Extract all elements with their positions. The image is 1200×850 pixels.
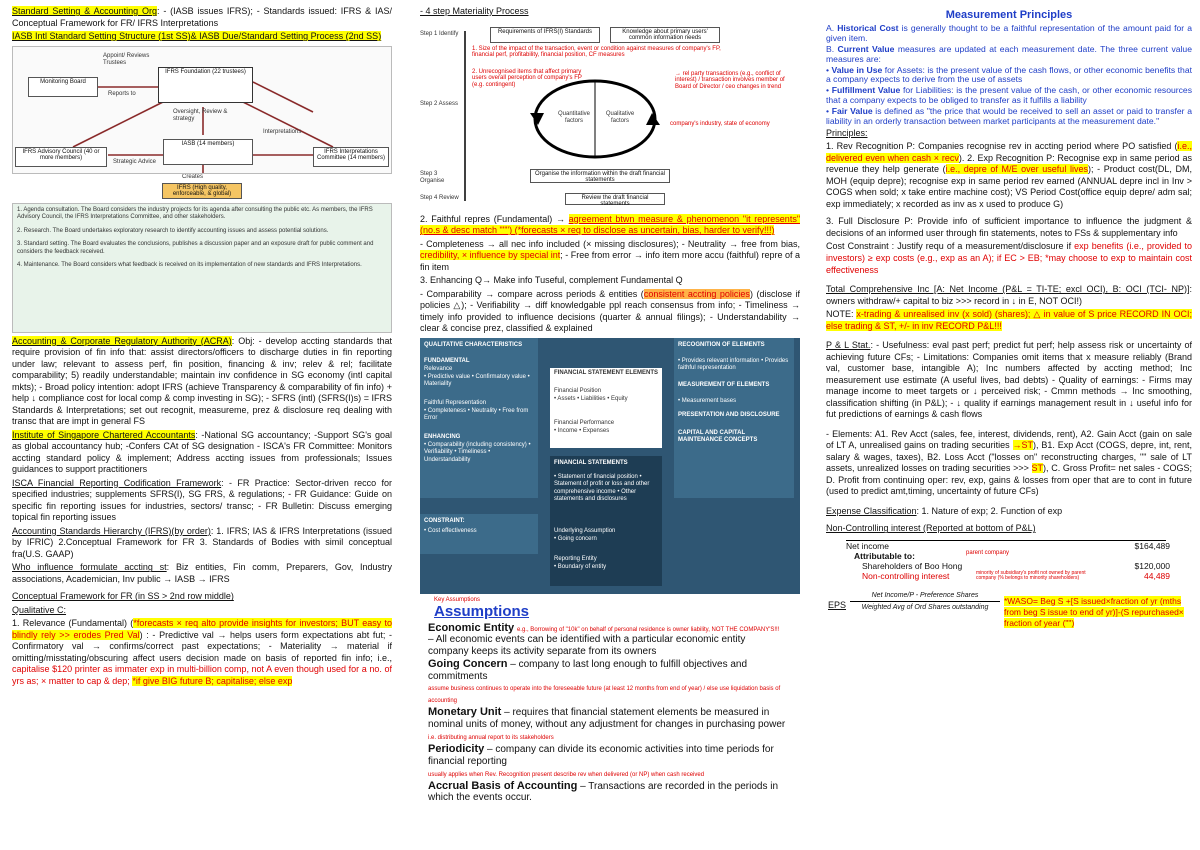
mp-marker: B. <box>826 43 835 54</box>
qc-fund: FUNDAMENTAL <box>424 357 470 364</box>
fs-items: • Statement of financial position • Statement of profit or loss and other comprehensive income • Other statements and disclosures <box>554 473 650 503</box>
principles-highlight-2: i.e., depre of M/E over useful lives <box>945 164 1088 175</box>
monetary-unit-text: – requires that financial statement elements be measured in nominal units of money, without any adjustment for changes in purchasing power <box>428 707 786 730</box>
nci-table <box>826 538 1192 586</box>
qc-title-box: QUALITATIVE CHARACTERISTICS <box>424 341 523 348</box>
due-step-4: 4. Maintenance. The Board considers what feedback is received on its implementation of new standards and IFRS Interpretations. <box>17 262 362 269</box>
isca-text: : -National SG accountancy; -Support SG's goal as global accountancy hub; -Confers CAt of SG designation - ISCA's FR Committee: Monitors accting standard policy & implement; Address accting issues from professionals; Issues guidances to support practitioners <box>12 429 392 475</box>
materiality-title: - 4 step Materiality Process <box>420 6 529 16</box>
nci-title: Non-Controlling interest (Reported at bottom of P&L) <box>826 523 1036 534</box>
principles-highlight: i.e., delivered even when cash × recv <box>826 141 1192 163</box>
iasb-box: IASB (14 members) <box>163 139 253 165</box>
accrual-para <box>428 768 800 804</box>
std-setting-text: : - (IASB issues IFRS); - Standards issued: IFRS & IAS/ Conceptual Framework for FR/ IFRS Interpretations <box>12 6 392 28</box>
relevance-highlight-2: *if give BIG future B; capitalise; else exp <box>132 675 293 686</box>
mp-marker: A. <box>826 23 835 34</box>
due-process-steps <box>12 203 392 333</box>
tci-title: Total Comprehensive Inc [A: Net Income (P&L = TI-TE; excl OCI), B: OCI (TCI- NP)] <box>826 284 1190 295</box>
principles-para <box>826 141 1192 210</box>
relevance-text: ) : - Predictive val → helps users form expectations abt fut; - Confirmatory val → confirms/correct past expectations; - Materiality → material if omitting/misstating/obscuring affect users decision made on basis of reported fin info; i.e., <box>12 629 392 663</box>
mp-marker: • <box>826 85 830 96</box>
cf-heading <box>12 591 392 603</box>
meas-items: • Measurement bases <box>678 397 737 404</box>
ua-items: • Going concern <box>554 535 597 542</box>
mat-requirements-box: Requirements of IFRS(I) Standards <box>490 27 600 43</box>
who-title: Who influence formulate accting st <box>12 562 167 573</box>
principles-text: 1. Rev Recognition P: Companies recognise rev in accting period where PO satisfied ( <box>826 141 1178 152</box>
materiality-diagram <box>420 21 800 211</box>
isca-title: Institute of Singapore Chartered Accountants <box>12 429 196 440</box>
economic-entity-title: Economic Entity <box>428 621 515 634</box>
eps-block <box>826 590 1192 630</box>
due-step-2: 2. Research. The Board undertakes exploratory research to identify accounting issues and assess potential solutions. <box>17 227 329 234</box>
fs-title: FINANCIAL STATEMENTS <box>554 459 628 466</box>
cost-constraint-red: exp benefits (i.e., provided to investors) ≥ exp costs (e.g., exp as an A); if EC > EB; *may choose to exp to maintain cost effectiveness <box>826 241 1192 275</box>
hierarchy-para <box>12 526 392 561</box>
economic-entity-note: e.g., Borrowing of "10k" on behalf of personal residence is owner liability, NOT THE COMPANY'S!!! <box>516 626 780 633</box>
std-setting-title: Standard Setting & Accounting Org <box>12 6 157 16</box>
nci-parent-note: parent company <box>966 549 1010 556</box>
nci-shareholders: Shareholders of Boo Hong <box>862 560 963 571</box>
tci-text: : owners withdraw/+ capital to biz >>> record in ↓ in E, NOT OCI!) <box>826 284 1192 306</box>
creates-label: Creates <box>182 173 204 180</box>
note-para <box>826 309 1192 332</box>
constraint-title: CONSTRAINT: <box>424 517 465 524</box>
expense-class-title: Expense Classification <box>826 505 917 516</box>
elements-text-3: ), C. Gross Profit= net sales - COGS; D. Profit from continuing oper: rev, exp, gains & losses from oper that are to cont in future (used to predict amt,timing, uncertainty of future CFs) <box>826 463 1192 497</box>
nci-noncontrolling: Non-controlling interest <box>862 570 950 581</box>
rec-title: RECOGNITION OF ELEMENTS <box>678 341 765 348</box>
economic-entity-text: – All economic events can be identified with a particular economic entity <box>428 634 746 646</box>
strategic-label: Strategic Advice <box>113 158 157 165</box>
mp-term: Historical Cost <box>837 23 899 34</box>
measurement-principles-list <box>826 24 1192 127</box>
mat-step2: Step 2 Assess <box>420 100 459 107</box>
full-disclosure-para: 3. Full Disclosure P: Provide info of sufficient importance to influence the judgment & decisions of an informed user through fin statements, notes to FSs & supplementary info <box>826 216 1192 238</box>
economic-entity-para <box>428 622 800 658</box>
faithful-para <box>420 214 800 237</box>
mat-step4: Step 4 Review <box>420 194 459 201</box>
mp-desc: measures are updated at each measurement date. The three current value measures are: <box>826 43 1192 64</box>
oversight-label: Oversight, Review & strategy <box>173 108 228 123</box>
qc-rel: Relevance <box>424 365 453 372</box>
mp-term: Value in Use <box>831 64 883 75</box>
mat-note-2: 2. Unrecognised items that affect primary users overall perception of company's FP (e.g. contingent) <box>472 68 582 88</box>
appoint-label: Appoint/ Reviews Trustees <box>103 52 150 67</box>
cf-title: Conceptual Framework for FR (in SS > 2nd row middle) <box>12 591 234 602</box>
mp-item <box>826 86 1192 106</box>
elements-highlight-2: ST <box>1031 463 1044 474</box>
column-left <box>12 6 392 846</box>
column-right <box>826 6 1192 846</box>
qc-enh-items: • Comparability (including consistency) • Verifiability • Timeliness • Understandability <box>424 441 531 463</box>
faithful-list <box>420 239 800 274</box>
enhancing-text: - Comparability → compare across periods & entities ( <box>420 288 644 299</box>
tci-para <box>826 284 1192 307</box>
nci-rule <box>846 540 1166 541</box>
relevance-lead: 1. Relevance (Fundamental) ( <box>12 618 134 629</box>
qc-title: Qualitative C: <box>12 604 67 615</box>
faithful-lead: 2. Faithful repres (Fundamental) → <box>420 213 569 224</box>
iasb-structure-heading <box>12 31 392 43</box>
mat-rel-party-note: → rel party transactions (e.g., conflict of interest) / transaction involves member of Board of Director / ceo changes in trend <box>675 70 785 90</box>
enhancing-text-2: ) (disclose if policies △); - Verifiability → diff knowledgable ppl reach consensus from info; - Timeliness → timely info provided to influence decisions (quarter & annual filings); - Understandability → clear & concise prez, classified & explained <box>420 288 800 334</box>
assumptions-section <box>420 597 800 804</box>
nci-noncontrolling-value: 44,489 <box>1144 570 1170 581</box>
qc-enh: ENHANCING <box>424 433 461 440</box>
qc-heading <box>12 605 392 617</box>
faithful-highlight: agreement btwn measure & phenomenon "it represents" (no.s & desc match """) (*forecasts × req to disclose as uncertain, bias, harder to verify!!!) <box>420 213 800 236</box>
enhancing-list <box>420 289 800 335</box>
who-text: : Biz entities, Fin comm, Preparers, Gov, Industry associations, Academician, Inv public → IASB → IFRS <box>12 562 392 584</box>
ifrs-foundation-box: IFRS Foundation (22 trustees) <box>158 67 253 103</box>
eps-waso <box>1004 596 1190 629</box>
going-concern-note: assume business continues to operate into the foreseeable future (at least 12 months from end of year) / else use liquidation basis of accounting <box>428 686 781 704</box>
mp-term: Fulfillment Value <box>831 85 901 96</box>
who-para <box>12 562 392 585</box>
mat-step1: Step 1 Identify <box>420 30 459 37</box>
faithful-neutral: credibility, × influence by special int <box>420 250 561 261</box>
fse-fp-items: • Assets • Liabilities • Equity <box>554 395 628 402</box>
meas-title: MEASUREMENT OF ELEMENTS <box>678 381 770 388</box>
mat-quant: Quantitative factors <box>557 110 591 125</box>
hierarchy-title: Accounting Standards Hierarchy (IFRS)(by order) <box>12 525 211 536</box>
faithful-text-2: ; - Free from error → info item more accu (faithful) repre of a fin item <box>420 250 800 272</box>
principles-title: Principles: <box>826 127 868 138</box>
mp-marker: • <box>826 106 830 117</box>
iasb-structure-title: IASB Intl Standard Setting Structure (1st SS)& IASB Due/Standard Setting Process (2nd SS) <box>12 31 382 42</box>
fse-fp: Financial Position <box>554 387 602 394</box>
mp-item <box>826 24 1192 44</box>
ifrs-output-box <box>12 174 392 200</box>
assumptions-title: Assumptions <box>434 603 530 621</box>
fse-panel <box>550 368 662 448</box>
elements-highlight: →ST <box>1012 440 1034 451</box>
re-items: • Boundary of entity <box>554 563 607 570</box>
relevance-red: capitalise $120 printer as immater exp in multi-billion comp, not A even though used for a no. of yrs as; × matter to cap & dep; <box>12 664 392 686</box>
pl-para <box>826 340 1192 421</box>
elements-text: - Elements: A1. Rev Acct (sales, fee, interest, dividends, rent), A2. Gain Acct (gain on sale of LT A, unrealised gains on trading securities <box>826 428 1192 451</box>
periodicity-text: – company can divide its economic activities into time periods for financial reporting <box>428 743 774 767</box>
mat-note-1: 1. Size of the impact of the transaction, event or condition against measures of company's FP, financial perf, profitability, financial position, CF measures <box>472 45 721 59</box>
acra-para <box>12 336 392 428</box>
expense-class-para <box>826 506 1192 518</box>
mat-ext-note: company's industry, state of economy <box>670 120 770 127</box>
monetary-unit-title: Monetary Unit <box>428 706 502 719</box>
expense-class-text: : 1. Nature of exp; 2. Function of exp <box>916 505 1063 516</box>
ifrs-box: IFRS (High quality, enforceable, & global) <box>162 183 242 199</box>
accrual-title: Accrual Basis of Accounting <box>428 779 578 792</box>
monitoring-board-box: Monitoring Board <box>28 77 98 97</box>
mp-desc: is defined as "the price that would be received to sell an asset or paid to transfer a liability in an orderly transaction between market participants at the measurement date." <box>826 106 1192 126</box>
principles-heading <box>826 128 1192 140</box>
due-step-3: 3. Standard setting. The Board evaluates the conclusions, publishes a discussion paper and an exposure draft for public comment and considers the feedback received. <box>17 241 374 255</box>
principles-text-3: ); - Product cost(DL, DM, MOH (equip depre); recognise exp in same period rev earned (ANNUAL depre incl in Inv > COGS when sold; x take entire machine cost); VS Period Cost(office equip depre/ adm sal; exp immediately; x recorded as inv as x used to produce G) <box>826 164 1192 209</box>
nci-attributable: Attributable to: <box>854 550 915 561</box>
hierarchy-text: : 1. IFRS; IAS & IFRS Interpretations (issued by IFRIC) 2.Conceptual Framework for FR 3. Standards of Bodies with simil conceptual fra(U.S. GAAP) <box>12 525 392 559</box>
note-highlight: x-trading & unrealised inv (x sold) (shares); △ in value of S price RECORD IN OCI; else trading & ST, +/- in inv RECORD P&L!!! <box>826 309 1192 331</box>
std-setting-para <box>12 6 392 29</box>
mat-organise-box: Organise the information within the draft financial statements <box>530 169 670 183</box>
relevance-highlight: *forecasts × req alto provide insights for investors; BUT easy to blindly rely >> erodes Pred Val <box>12 618 392 640</box>
mat-review-box: Review the draft financial statements <box>565 193 665 205</box>
accrual-text: – Transactions are recorded in the periods in which the events occur. <box>428 780 779 804</box>
elements-text-2: ), B1. Exp Acct (COGS, depre, int, rent, salary & wages, taxes), B2. Loss Acct ("losses on" reconstructing charges, "" sale of LT assets, unrealized losses on trading securities >>> <box>826 440 1192 474</box>
going-concern-text: – company to last long enough to fulfill objectives and commitments <box>428 659 748 682</box>
assumptions-note: Key Assumptions <box>434 596 481 603</box>
mat-step3: Step 3 Organise <box>420 170 445 185</box>
fse-perf-items: • Income • Expenses <box>554 427 610 434</box>
mp-item <box>826 45 1192 65</box>
mp-term: Current Value <box>837 43 895 54</box>
mat-qual: Qualitative factors <box>605 110 635 125</box>
mat-knowledge-box: Knowledge about primary users' common information needs <box>610 27 720 43</box>
pres-title: PRESENTATION AND DISCLOSURE <box>678 411 780 418</box>
going-concern-title: Going Concern <box>428 658 508 671</box>
going-concern-para <box>428 658 800 705</box>
due-step-1: 1. Agenda consultation. The Board considers the industry projects for its agenda after consulting the public etc. As members, the IFRS Advisory Council, the IFRS Interpretations Committee, and other stakeholders. <box>17 206 373 221</box>
qc-rel-items: • Predictive value • Confirmatory value • Materiality <box>424 373 530 388</box>
nci-minority-note: minority of subsidiary's profit not owned by parent company (% belongs to minority shareholders) <box>976 569 1086 582</box>
fse-perf: Financial Performance <box>554 419 615 426</box>
nci-shareholders-value: $120,000 <box>1134 560 1170 571</box>
column-middle <box>420 6 800 846</box>
periodicity-note: i.e. distributing annual report to its stakeholders <box>428 735 554 742</box>
nci-net-income: Net income <box>846 540 889 551</box>
mp-item <box>826 107 1192 127</box>
note-label: NOTE: <box>826 309 857 320</box>
reports-label: Reports to <box>108 90 136 97</box>
mp-marker: • <box>826 64 830 75</box>
eps-numerator: Net Income/P - Preference Shares <box>850 592 1000 602</box>
ua-title: Underlying Assumption <box>554 527 616 534</box>
monetary-unit-para <box>428 706 800 730</box>
isca-para <box>12 430 392 476</box>
cost-constraint-para <box>826 241 1192 276</box>
economic-entity-text-2: company keeps its activity separate from its owners <box>428 645 657 657</box>
pl-text: : - Usefulness: eval past perf; predict fut perf; help assess risk or uncertainty of achieving future CFs; - Limitations: Companies omit items that x measure reliably (Brand val, customer base, intangible A); Inc numbers affected by accting method; Inc measurement use estimate (A useful lives, bad debts) - Quality of earnings: - Firms may manage income to meet targets or ↓ perceived risk; - Cmmn methods → Inc smoothing, classification shifting (in P&L); - ↓ quality if earnings management result in ↓ useful info for fut predictions of earnings & cash flows <box>826 340 1192 420</box>
elements-para <box>826 429 1192 498</box>
qc-fr-items: • Completeness • Neutrality • Free from Error <box>424 407 529 422</box>
eps-title: EPS <box>828 599 847 610</box>
isca-fr-title: ISCA Financial Reporting Codification Framework <box>12 477 222 488</box>
measurement-principles-title: Measurement Principles <box>945 9 1073 21</box>
eps-denominator: Weighted Avg of Ord Shares outstanding <box>861 603 989 611</box>
isca-fr-para <box>12 478 392 524</box>
qc-fr: Faithful Representation <box>424 399 487 406</box>
constraint-items: • Cost effectiveness <box>424 527 477 534</box>
cap-title: CAPITAL AND CAPITAL MAINTENANCE CONCEPTS <box>678 429 758 444</box>
mp-desc: for Assets: is the present value of the cash flows, or other economic benefits that a company expects to derive from the use of assets <box>826 64 1192 85</box>
ific-box: IFRS Interpretations Committee (14 members) <box>313 147 389 167</box>
acra-text: : Obj: - develop accting standards that require provision of fin info that: assist directors/officers to discharge duties in fin reporting under law; relevant to assess perf, fin position, financing & inv; relev & rel; facilitate comparability; 5) readily understandable; maintain inv confidence in SG economy (intl capital mkts); - Broad policy intention: adopt IFRS (achieve Transparency & comparability of fin info) + help ↓ compliance cost for local comp & comp investing in SG); - SFRS (intl) (SFRS(I)s) = IFRS Standards & Interpretations; set out recognit, measureme, prez & disclosure req dealing with transc that are impt in general FS <box>12 335 392 427</box>
pl-title: P & L Stat. <box>826 340 871 351</box>
enhancing-heading: 3. Enhancing Q→ Make info Tuseful, complement Fundamental Q <box>420 275 683 286</box>
org-structure-diagram <box>12 46 392 174</box>
advisory-council-box: IFRS Advisory Council (40 or more members) <box>15 147 107 167</box>
nci-net-income-value: $164,489 <box>1134 540 1170 551</box>
interp-label: Interpretations <box>263 128 302 135</box>
enhancing-highlight: consistent accting policies <box>643 288 750 299</box>
mp-desc: for Liabilities: is the present value of the cash, or other economic resources that a company expects to be obliged to transfer as it fulfills a liability <box>826 85 1192 106</box>
cost-constraint-text: Cost Constraint : Justify requ of a measurement/disclosure if <box>826 241 1075 252</box>
rec-items: • Provides relevant information • Provides faithful representation <box>678 357 789 372</box>
acra-title: Accounting & Corporate Regulatory Authority (ACRA) <box>12 335 232 346</box>
relevance-para <box>12 618 392 687</box>
accrual-note: usually applies when Rev. Recognition present describe rev when delivered (or NP) when cash received <box>428 772 705 779</box>
faithful-text: - Completeness → all nec info included (× missing disclosures); - Neutrality → free from bias, <box>420 238 800 249</box>
principles-text-2: ). 2. Exp Recognition P: Recognise exp in same period as revenue they help generate ( <box>826 152 1192 175</box>
conceptual-framework-figure <box>420 338 800 594</box>
nci-heading <box>826 523 1192 535</box>
mp-desc: is generally thought to be a faithful representation of the amount paid for a given item. <box>826 23 1192 43</box>
isca-fr-text: : - FR Practice: Sector-driven recco for specified industries; supplements SFRS(I), SG FRS, & regulations; - FR Guidance: Guide on specific fin reporting issues for industries, sectors/ transc; - FR Bulletin: Discuss emerging topical fin reporting issues <box>12 477 392 523</box>
eps-waso-text: *WASO= Beg S +[S issued×fraction of yr (mths from beg S issue to end of yr)]-(S repurchased× fraction of year ("") <box>1004 595 1184 628</box>
mp-item <box>826 66 1192 86</box>
mp-term: Fair Value <box>831 106 873 117</box>
materiality-heading <box>420 6 800 18</box>
periodicity-title: Periodicity <box>428 742 485 755</box>
fse-title: FINANCIAL STATEMENT ELEMENTS <box>554 369 658 376</box>
re-title: Reporting Entity <box>554 555 597 562</box>
periodicity-para <box>428 731 800 767</box>
